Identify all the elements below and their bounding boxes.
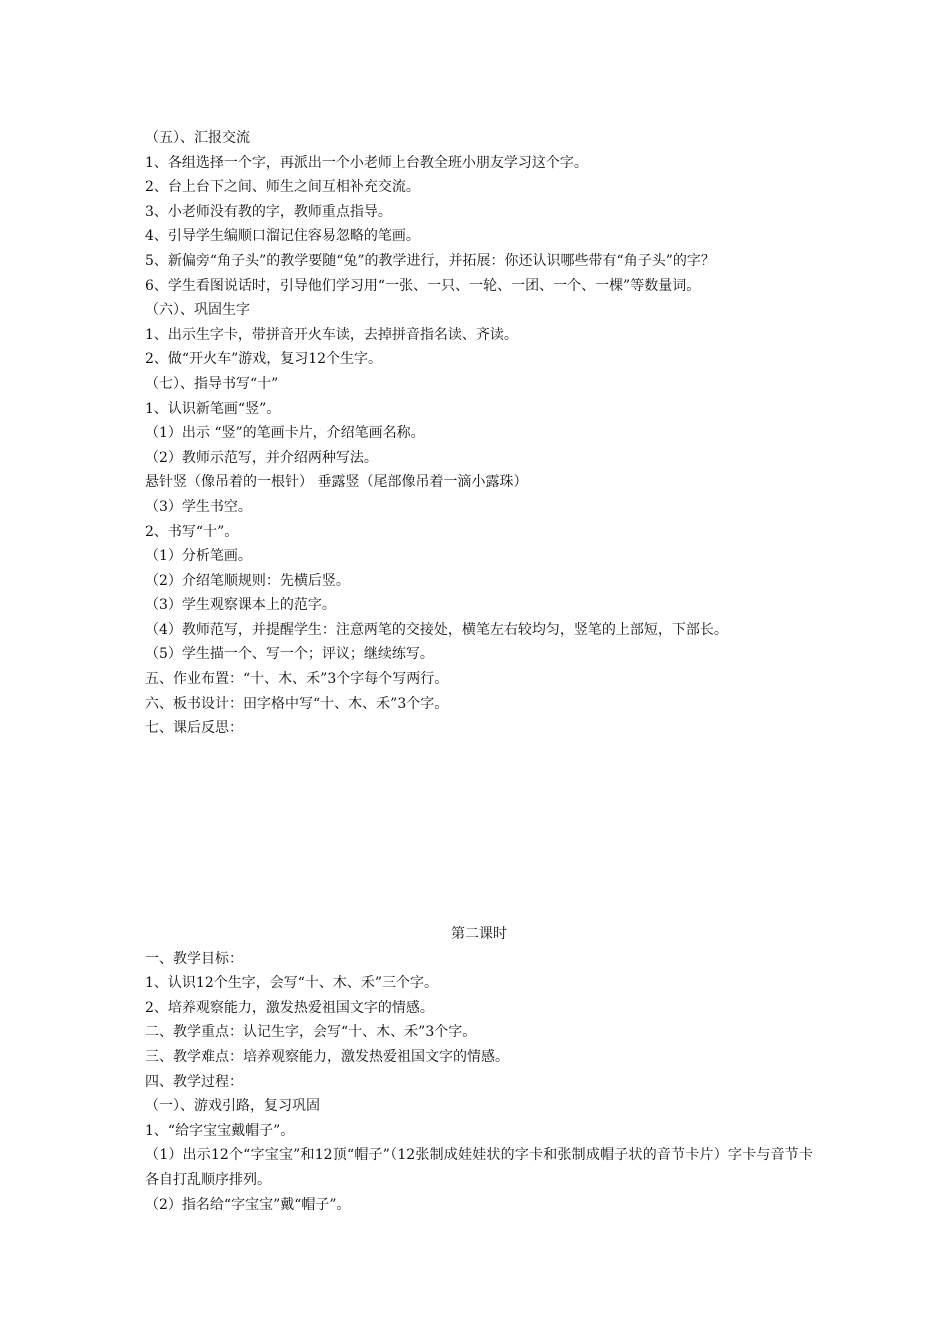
text-line: 5、新偏旁“角子头”的教学要随“兔”的教学进行，并拓展：你还认识哪些带有“角子头”的字？ <box>145 252 715 269</box>
text-line: 1、认识新笔画“竖”。 <box>145 400 281 417</box>
lesson-one-section <box>145 126 813 741</box>
subsection-heading-writing: （七）、指导书写“十” <box>145 375 279 392</box>
subsection-heading-game: （一）、游戏引路，复习巩固 <box>145 1098 320 1115</box>
reflection-line: 七、课后反思： <box>145 720 243 737</box>
homework-line: 五、作业布置：“十、木、禾”3个字每个写两行。 <box>145 671 449 688</box>
subsection-heading-consolidate: （六）、巩固生字 <box>145 302 250 319</box>
lesson-two-section <box>145 922 813 1217</box>
text-line: 3、小老师没有教的字，教师重点指导。 <box>145 203 392 220</box>
text-line: 1、“给字宝宝戴帽子”。 <box>145 1122 295 1139</box>
text-line: （3）学生观察课本上的范字。 <box>145 597 336 614</box>
subsection-heading-report: （五）、汇报交流 <box>145 130 250 146</box>
text-line: 6、学生看图说话时，引导他们学习用“一张、一只、一轮、一团、一个、一棵”等数量词。 <box>145 277 701 294</box>
text-line: 二、教学重点：认记生字，会写“十、木、禾”3个字。 <box>145 1024 477 1041</box>
text-line: 2、做“开火车”游戏，复习12个生字。 <box>145 351 383 368</box>
text-line: 2、书写“十”。 <box>145 523 239 540</box>
section-title: 第二课时 <box>451 926 507 942</box>
text-line: 2、培养观察能力，激发热爱祖国文字的情感。 <box>145 999 434 1016</box>
text-line: 三、教学难点：培养观察能力，激发热爱祖国文字的情感。 <box>145 1048 509 1065</box>
text-line: 2、台上台下之间、师生之间互相补充交流。 <box>145 179 420 196</box>
text-line: 1、各组选择一个字，再派出一个小老师上台教全班小朋友学习这个字。 <box>145 154 588 171</box>
text-line: （1）分析笔画。 <box>145 548 252 565</box>
text-line: 1、认识12个生字，会写“十、木、禾”三个字。 <box>145 975 439 992</box>
text-line: 4、引导学生编顺口溜记住容易忽略的笔画。 <box>145 228 420 245</box>
text-line: （2）指名给“字宝宝”戴“帽子”。 <box>145 1196 351 1213</box>
text-line: （1）出示12个“字宝宝”和12顶“帽子”（12张制成娃娃状的字卡和张制成帽子状的音节卡片）字卡与音节卡各自打乱顺序排列。 <box>145 1147 813 1188</box>
text-line: （3）学生书空。 <box>145 498 252 515</box>
text-line: 一、教学目标： <box>145 950 243 967</box>
text-line: （1）出示 “竖”的笔画卡片，介绍笔画名称。 <box>145 425 425 442</box>
text-line: 1、出示生字卡，带拼音开火车读，去掉拼音指名读、齐读。 <box>145 326 518 343</box>
board-design-line: 六、板书设计：田字格中写“十、木、禾”3个字。 <box>145 695 449 712</box>
text-line: （5）学生描一个、写一个；评议；继续练写。 <box>145 646 434 663</box>
text-line: 悬针竖（像吊着的一根针） 垂露竖（尾部像吊着一滴小露珠） <box>145 474 528 491</box>
text-line: （2）教师示范写，并介绍两种写法。 <box>145 449 378 466</box>
text-line: （2）介绍笔顺规则：先横后竖。 <box>145 572 350 589</box>
text-line: （4）教师范写，并提醒学生：注意两笔的交接处，横笔左右较均匀，竖笔的上部短，下部长。 <box>145 621 728 638</box>
text-line: 四、教学过程： <box>145 1073 243 1090</box>
